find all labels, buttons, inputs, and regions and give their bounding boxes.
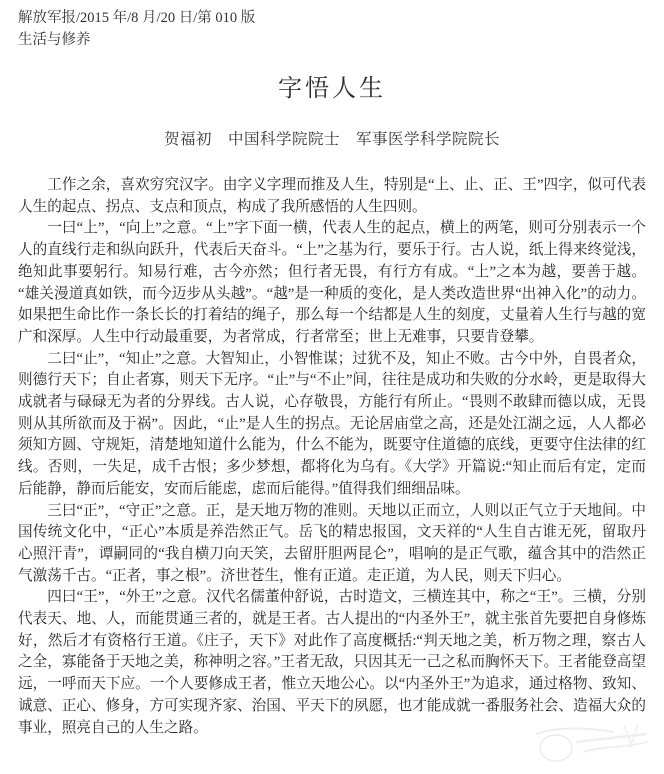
paragraph-wang: 四曰“王”，“外王”之意。汉代名儒董仲舒说，古时造文，三横连其中，称之“王”。三横，分别代表天、地、人，而能贯通三者的，就是王者。古人提出的“内圣外王”，就主张首先要把自身修炼好，然后才有资格行王道。《庄子，天下》对此作了高度概括:“判天地之美，析万物之理，察古人之全，寡能备于天地之美，称神明之容。”王者无敌，只因其无一己之私而胸怀天下。王者能登高望远，一呼而天下应。一个人要修成王者，惟立天地公心。以“内圣外王”为追求，通过格物、致知、诚意、正心、修身，方可实现齐家、治国、平天下的夙愿，也才能成就一番服务社会、造福大众的事业，照亮自己的人生之路。 — [18, 589, 646, 736]
article-body — [18, 175, 646, 739]
article-title: 字悟人生 — [278, 76, 386, 102]
source-edition-line: 解放军报/2015 年/8 月/20 日/第 010 版 — [18, 10, 256, 26]
section-name: 生活与修养 — [18, 32, 91, 48]
paragraph-zheng: 三曰“正”，“守正”之意。正，是天地万物的准则。天地以正而立，人则以正气立于天地间。中国传统文化中，“正心”本质是养浩然正气。岳飞的精忠报国，文天祥的“人生自古谁无死，留取丹心照汗青”，谭嗣同的“我自横刀向天笑，去留肝胆两昆仑”，唱响的是正气歌，蕴含其中的浩然正气激荡千古。“正者，事之根”。济世苍生，惟有正道。走正道，为人民，则天下归心。 — [18, 502, 646, 584]
paragraph-zhi: 二曰“止”，“知止”之意。大智知止，小智惟谋；过犹不及，知止不败。古今中外，自畏者众，则德行天下；自止者寡，则天下无序。“止”与“不止”间，往往是成功和失败的分水岭，更是取得大成就者与碌碌无为者的分界线。古人说，心存敬畏，方能行有所止。“畏则不敢肆而德以成，无畏则从其所欲而及于祸”。因此，“止”是人生的拐点。无论居庙堂之高，还是处江湖之远，人人都必须知方圆、守规矩，清楚地知道什么能为，什么不能为，既要守住道德的底线，更要守住法律的红线。否则，一失足，成千古恨；多少梦想，都将化为乌有。《大学》开篇说:“知止而后有定，定而后能静，静而后能安，安而后能虑，虑而后能得。”值得我们细细品味。 — [18, 350, 646, 497]
author-byline: 贺福初 中国科学院院士 军事医学科学院院长 — [163, 131, 500, 148]
paragraph-shang: 一曰“上”，“向上”之意。“上”字下面一横，代表人生的起点，横上的两笔，则可分别表示一个人的直线行走和纵向跃升，代表后天奋斗。“上”之基为行，要乐于行。古人说，纸上得来终觉浅，绝知此事要躬行。知易行难，古今亦然；但行者无畏，有行方有成。“上”之本为越，要善于越。“雄关漫道真如铁，而今迈步从头越”。“越”是一种质的变化，是人类改造世界“出神入化”的动力。如果把生命比作一条长长的打着结的绳子，那么每一个结都是人生的刻度，丈量着人生行与越的宽广和深厚。人生中行动最重要，为者常成，行者常至；世上无难事，只要肯登攀。 — [18, 220, 646, 345]
paragraph-intro: 工作之余，喜欢穷究汉字。由字义字理而推及人生，特别是“上、止、正、王”四字，似可代表人生的起点、拐点、支点和顶点，构成了我所感悟的人生四则。 — [18, 177, 646, 215]
